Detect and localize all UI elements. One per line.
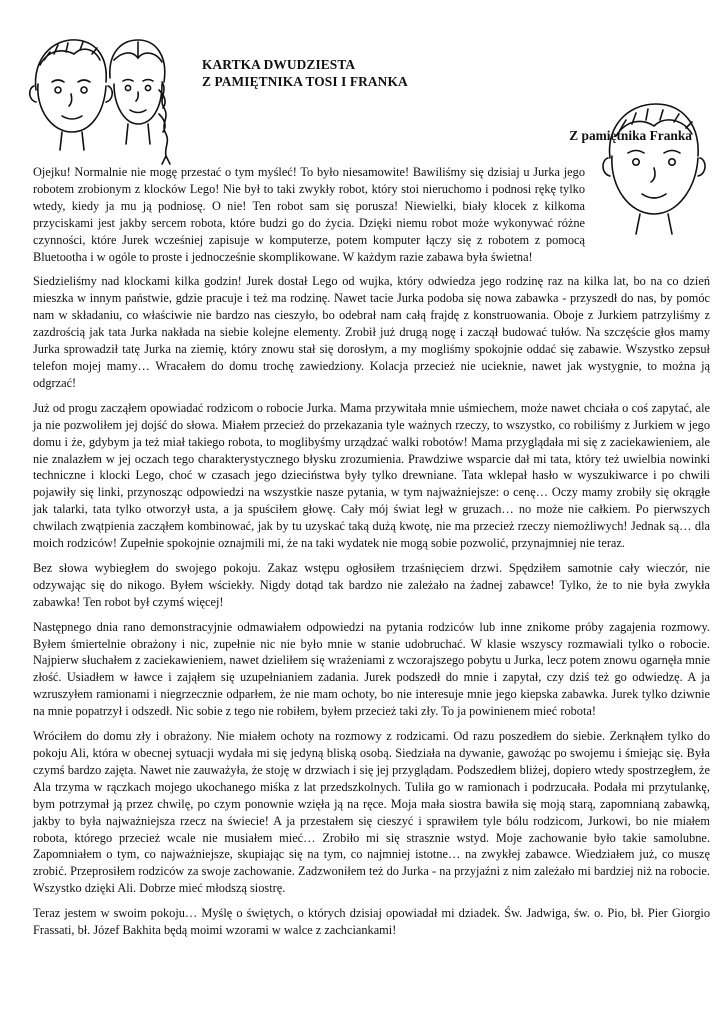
paragraph: Już od progu zacząłem opowiadać rodzicom o robocie Jurka. Mama przywitała mnie uśmiechem, może nawet chciała o coś zapytać, ale ja nie pozwoliłem jej dojść do słowa. Miałem przecież do przekazania tyle ważnych rzeczy, to wszystko, co robiliśmy z Jurkiem w jego domu i że, gdybym ja też miał takiego robota, to moglibyśmy urządzać walki robotów! Mama przyglądała mi się z zaciekawieniem, ale nie znalazłem w jej oczach tego charakterystycznego błysku zrozumienia. Prawdziwe wsparcie dał mi tata, który też uwielbia nowinki techniczne i klocki Lego, choć w czasach jego dzieciństwa były tylko drewniane. Tata wklepał hasło w wyszukiwarce i po chwili pojawiły się linki, przynosząc odpowiedzi na wszystkie nasze pytania, w tym najważniejsze: o cenę… Oczy mamy zrobiły się okrągłe jak talarki, tata tylko otworzył usta, a ja spuściłem głowę. Cały mój świat legł w gruzach… no może nie całkiem. Po pierwszych chwilach zwątpienia zacząłem kombinować, jak by tu uzyskać taką dużą kwotę, nie ma przecież rzeczy niemożliwych! Jednak są… dla moich rodziców! Zupełnie spokojnie oznajmili mi, że na taki wydatek nie mogą sobie pozwolić, przynajmniej nie teraz. [33, 400, 710, 551]
title-line-1: KARTKA DWUDZIESTA [202, 57, 356, 72]
diary-text [33, 164, 710, 947]
paragraph: Siedzieliśmy nad klockami kilka godzin! Jurek dostał Lego od wujka, który odwiedza jego rodzinę raz na kilka lat, bo na co dzień mieszka w innym państwie, gdzie pracuje i też ma rodzinę. Nawet tacie Jurka podoba się nowa zabawka - przyszedł do nas, by pomóc nam w składaniu, co właściwie nie bardzo nas cieszyło, bo odebrał nam całą frajdę z konstruowania. Oboje z Jurkiem patrzyliśmy z zazdrością jak tata Jurka nakłada na siebie kolejne elementy. Zrobił już drugą nogę i zaczął budować tułów. Na szczęście głos mamy Jurka sprowadził tatę Jurka na ziemię, który znowu stał się dorosłym, a my mogliśmy spokojnie oddać się zabawie. Wszystko zepsuł telefon mojej mamy… Wracałem do domu trochę zawiedziony. Kolacja przecież nie ucieknie, nawet jak wystygnie, to można ją odgrzać! [33, 274, 710, 390]
page-title [202, 56, 408, 90]
paragraph: Teraz jestem w swoim pokoju… Myślę o świętych, o których dzisiaj opowiadał mi dziadek. Św. Jadwiga, św. o. Pio, bł. Pier Giorgio Frassati, bł. Józef Bakhita będą moimi wzorami w walce z zachciankami! [33, 906, 710, 938]
paragraph: Wróciłem do domu zły i obrażony. Nie miałem ochoty na rozmowy z rodzicami. Od razu poszedłem do siebie. Zerknąłem tylko do pokoju Ali, która w obecnej sytuacji wydała mi się jedyną bliską osobą. Siedziała na dywanie, gawożąc po swojemu i śmiejąc się. Była czymś bardzo zajęta. Nawet nie zauważyła, że stoję w drzwiach i się jej przyglądam. Podszedłem bliżej, dopiero wtedy spostrzegłem, że Ala trzyma w rączkach mojego ukochanego miśka z lat przedszkolnych. Tuliła go w ramionach i podrzucała. Podała mi przytulankę, bym potrzymał ją przez chwilę, po czym ponownie wzięła ją na ręce. Moja mała siostra bawiła się moją starą, zapomnianą zabawką, jakby to była najważniejsza rzecz na świecie! A ja przestałem się cieszyć i sprawiłem tyle bólu rodzicom, Jurkowi, bo nie miałem robota, którego przecież wcale nie musiałem mieć… Zrobiło mi się strasznie wstyd. Moje zachowanie było takie samolubne. Zapomniałem o tym, co najważniejsze, skupiając się na tym, co najmniej istotne… na zwykłej zabawce. Wiedziałem już, co muszę zrobić. Przeprosiłem rodziców za swoje zachowanie. Zadzwoniłem też do Jurka - na przyjaźni z nim zależało mi bardziej niż na robocie. Wszystko dzięki Ali. Dobrze mieć młodszą siostrę. [33, 729, 710, 896]
children-drawing [22, 20, 172, 170]
paragraph: Następnego dnia rano demonstracyjnie odmawiałem odpowiedzi na pytania rodziców lub inne znikome próby zagajenia rozmowy. Byłem śmiertelnie obrażony i nic, zupełnie nic nie było mnie w stanie udobruchać. W klasie wszyscy rozmawiali tylko o robocie. Najpierw słuchałem z zaciekawieniem, nawet dzieliłem się wrażeniami z wczorajszego pobytu u Jurka, lecz potem znowu ogarnęła mnie złość. Usiadłem w ławce i zająłem się uzupełnianiem zadania. Jurek podszedł do mnie i zapytał, czy dziś też go odwiedzę. A ja wzruszyłem ramionami i niegrzecznie odparłem, że nie mam ochoty, bo nie interesuje mnie jego kiepska zabawka. Jurek tylko dziwnie na mnie popatrzył i odszedł. Nic sobie z tego nie robiłem, byłem przecież taki zły. To ja powinienem mieć robota! [33, 619, 710, 719]
section-heading: Z pamiętnika Franka [569, 128, 692, 143]
paragraph: Ojejku! Normalnie nie mogę przestać o tym myśleć! To było niesamowite! Bawiliśmy się dzisiaj u Jurka jego robotem zrobionym z klocków Lego! Nie był to taki zwykły robot, który stoi nieruchomo i podnosi rękę tylko wtedy, kiedy ja mu ją podniosę. O nie! Ten robot sam się porusza! Niewielki, biały klocek z kilkoma przyciskami jest jakby sercem robota, które budzi go do życia. Dzięki niemu robot może wykonywać różne czynności, które Jurek wcześniej zapisuje w komputerze, potem komputer łączy się z robotem z pomocą Bluetootha i w ogóle to proste i jednocześnie skomplikowane. W każdym razie zabawa była świetna! [33, 165, 585, 264]
paragraph: Bez słowa wybiegłem do swojego pokoju. Zakaz wstępu ogłosiłem trzaśnięciem drzwi. Spędziłem samotnie cały wieczór, nie odzywając się do nikogo. Byłem wściekły. Nigdy dotąd tak bardzo nie zależało na żadnej zabawce! Tylko, że to nie była zwykła zabawka! Ten robot był czymś więcej! [33, 560, 710, 609]
title-line-2: Z PAMIĘTNIKA TOSI I FRANKA [202, 74, 408, 89]
illustration-spacer [585, 164, 710, 236]
